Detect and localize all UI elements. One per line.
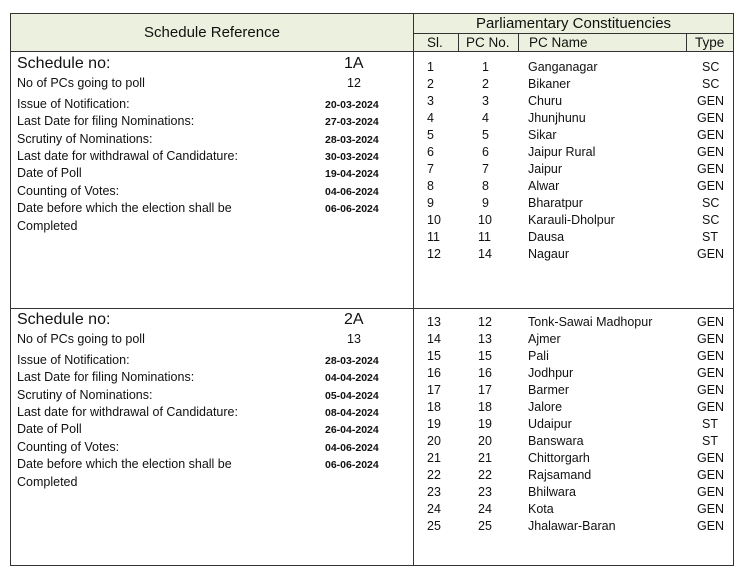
row-pc-no: 21: [478, 451, 492, 465]
row-type: SC: [702, 196, 720, 210]
row-sl: 2: [427, 77, 434, 91]
row-sl: 1: [427, 60, 434, 74]
table-row: [414, 366, 733, 383]
row-pc-name: Nagaur: [528, 247, 569, 261]
row-pc-name: Karauli-Dholpur: [528, 213, 615, 227]
row-pc-name: Bharatpur: [528, 196, 583, 210]
event-label: Date of Poll: [17, 166, 82, 180]
pcs-count: 12: [347, 76, 361, 90]
row-pc-no: 23: [478, 485, 492, 499]
row-pc-no: 2: [482, 77, 489, 91]
table-row: [414, 400, 733, 417]
row-sl: 7: [427, 162, 434, 176]
row-pc-no: 19: [478, 417, 492, 431]
row-pc-name: Barmer: [528, 383, 569, 397]
row-pc-name: Chittorgarh: [528, 451, 590, 465]
row-type: GEN: [697, 94, 725, 108]
row-pc-no: 22: [478, 468, 492, 482]
row-pc-name: Alwar: [528, 179, 560, 193]
table-row: [414, 77, 733, 94]
row-pc-no: 10: [478, 213, 492, 227]
col-header-type: Type: [686, 34, 733, 51]
row-type: GEN: [697, 145, 725, 159]
row-pc-name: Jhalawar-Baran: [528, 519, 616, 533]
row-type: GEN: [697, 383, 725, 397]
row-pc-no: 14: [478, 247, 492, 261]
row-sl: 16: [427, 366, 441, 380]
row-pc-name: Jaipur Rural: [528, 145, 596, 159]
row-type: SC: [702, 60, 720, 74]
row-type: GEN: [697, 349, 725, 363]
row-pc-name: Rajsamand: [528, 468, 592, 482]
table-row: [414, 502, 733, 519]
row-sl: 24: [427, 502, 441, 516]
row-pc-name: Bhilwara: [528, 485, 576, 499]
row-type: ST: [702, 230, 718, 244]
table-row: [414, 519, 733, 536]
row-pc-no: 3: [482, 94, 489, 108]
row-sl: 6: [427, 145, 434, 159]
row-type: ST: [702, 417, 718, 431]
event-date: 06-06-2024: [325, 203, 379, 215]
row-pc-no: 1: [482, 60, 489, 74]
event-label: Last date for withdrawal of Candidature:: [17, 149, 238, 163]
row-sl: 23: [427, 485, 441, 499]
event-date: 20-03-2024: [325, 99, 379, 111]
schedule-label: Schedule no:: [17, 55, 111, 72]
row-type: SC: [702, 77, 720, 91]
row-sl: 8: [427, 179, 434, 193]
event-label: Date of Poll: [17, 422, 82, 436]
row-pc-name: Udaipur: [528, 417, 572, 431]
row-type: GEN: [697, 451, 725, 465]
row-pc-no: 12: [478, 315, 492, 329]
constituencies-header: [414, 14, 733, 52]
table-row: [414, 111, 733, 128]
row-pc-name: Dausa: [528, 230, 565, 244]
table-row: [414, 128, 733, 145]
row-pc-no: 5: [482, 128, 489, 142]
schedule-number: 2A: [344, 311, 364, 328]
row-sl: 5: [427, 128, 434, 142]
table-row: [414, 349, 733, 366]
event-date: 04-06-2024: [325, 442, 379, 454]
pcs-count: 13: [347, 332, 361, 346]
row-type: GEN: [697, 519, 725, 533]
row-type: GEN: [697, 128, 725, 142]
table-row: [414, 332, 733, 349]
row-pc-name: Bikaner: [528, 77, 571, 91]
row-pc-name: Jhunjhunu: [528, 111, 586, 125]
row-pc-no: 7: [482, 162, 489, 176]
row-pc-name: Jaipur: [528, 162, 563, 176]
row-pc-no: 6: [482, 145, 489, 159]
completed-label: Completed: [17, 219, 78, 233]
column-headers: [414, 33, 733, 51]
event-label: Last Date for filing Nominations:: [17, 114, 195, 128]
event-label: Counting of Votes:: [17, 184, 120, 198]
table-row: [414, 451, 733, 468]
row-sl: 13: [427, 315, 441, 329]
event-label: Scrutiny of Nominations:: [17, 388, 153, 402]
row-type: GEN: [697, 315, 725, 329]
row-sl: 10: [427, 213, 441, 227]
event-label: Last date for withdrawal of Candidature:: [17, 405, 238, 419]
row-sl: 14: [427, 332, 441, 346]
row-type: GEN: [697, 332, 725, 346]
row-pc-no: 20: [478, 434, 492, 448]
table-row: [414, 434, 733, 451]
row-sl: 21: [427, 451, 441, 465]
row-pc-name: Kota: [528, 502, 554, 516]
event-date: 27-03-2024: [325, 116, 379, 128]
row-pc-no: 8: [482, 179, 489, 193]
row-sl: 12: [427, 247, 441, 261]
row-pc-name: Jalore: [528, 400, 563, 414]
row-type: GEN: [697, 247, 725, 261]
pcs-label: No of PCs going to poll: [17, 332, 145, 346]
row-pc-no: 11: [478, 230, 491, 244]
event-date: 04-06-2024: [325, 186, 379, 198]
table-row: [414, 468, 733, 485]
row-type: GEN: [697, 366, 725, 380]
row-type: SC: [702, 213, 720, 227]
schedule-number: 1A: [344, 55, 364, 72]
table-row: [414, 417, 733, 434]
table-row: [414, 179, 733, 196]
table-row: [414, 196, 733, 213]
constituencies-title: Parliamentary Constituencies: [475, 15, 672, 32]
row-type: GEN: [697, 485, 725, 499]
event-date: 30-03-2024: [325, 151, 379, 163]
row-pc-no: 17: [478, 383, 492, 397]
event-label: Counting of Votes:: [17, 440, 120, 454]
row-type: GEN: [697, 468, 725, 482]
event-date: 28-03-2024: [325, 355, 379, 367]
row-sl: 15: [427, 349, 441, 363]
table-row: [414, 247, 733, 264]
event-label: Issue of Notification:: [17, 353, 130, 367]
row-sl: 18: [427, 400, 441, 414]
row-sl: 25: [427, 519, 441, 533]
event-label: Last Date for filing Nominations:: [17, 370, 195, 384]
row-type: GEN: [697, 162, 725, 176]
table-row: [414, 60, 733, 77]
table-row: [414, 315, 733, 332]
event-label: Scrutiny of Nominations:: [17, 132, 153, 146]
row-pc-name: Tonk-Sawai Madhopur: [528, 315, 653, 329]
row-sl: 17: [427, 383, 441, 397]
event-date: 05-04-2024: [325, 390, 379, 402]
col-header-sl: Sl.: [427, 35, 443, 50]
row-divider: [10, 308, 734, 309]
event-date: 19-04-2024: [325, 168, 379, 180]
row-pc-name: Churu: [528, 94, 563, 108]
row-pc-no: 15: [478, 349, 492, 363]
event-date: 26-04-2024: [325, 424, 379, 436]
row-type: GEN: [697, 111, 725, 125]
event-date: 06-06-2024: [325, 459, 379, 471]
row-sl: 3: [427, 94, 434, 108]
completed-label: Completed: [17, 475, 78, 489]
row-pc-name: Pali: [528, 349, 549, 363]
row-sl: 9: [427, 196, 434, 210]
table-row: [414, 145, 733, 162]
table-row: [414, 162, 733, 179]
row-pc-no: 16: [478, 366, 492, 380]
schedule-reference-title: Schedule Reference: [144, 24, 280, 41]
table-row: [414, 485, 733, 502]
row-pc-no: 4: [482, 111, 489, 125]
row-pc-name: Jodhpur: [528, 366, 574, 380]
row-pc-name: Banswara: [528, 434, 584, 448]
row-type: GEN: [697, 400, 725, 414]
table-row: [414, 383, 733, 400]
col-header-pc-no: PC No.: [458, 34, 518, 51]
row-pc-name: Ajmer: [528, 332, 561, 346]
event-label: Issue of Notification:: [17, 97, 130, 111]
row-type: GEN: [697, 502, 725, 516]
row-pc-no: 25: [478, 519, 492, 533]
table-row: [414, 94, 733, 111]
row-pc-no: 9: [482, 196, 489, 210]
row-pc-name: Ganganagar: [528, 60, 598, 74]
row-pc-name: Sikar: [528, 128, 557, 142]
event-date: 28-03-2024: [325, 134, 379, 146]
schedule-label: Schedule no:: [17, 311, 111, 328]
row-pc-no: 18: [478, 400, 492, 414]
row-sl: 19: [427, 417, 441, 431]
row-pc-no: 24: [478, 502, 492, 516]
table-row: [414, 230, 733, 247]
col-header-pc-name: PC Name: [518, 34, 686, 51]
pcs-label: No of PCs going to poll: [17, 76, 145, 90]
row-type: GEN: [697, 179, 725, 193]
event-label: Date before which the election shall be: [17, 457, 232, 471]
row-sl: 20: [427, 434, 441, 448]
row-pc-no: 13: [478, 332, 492, 346]
event-label: Date before which the election shall be: [17, 201, 232, 215]
row-sl: 11: [427, 230, 440, 244]
schedule-reference-header: [11, 14, 413, 52]
row-type: ST: [702, 434, 718, 448]
row-sl: 22: [427, 468, 441, 482]
event-date: 04-04-2024: [325, 372, 379, 384]
row-sl: 4: [427, 111, 434, 125]
table-row: [414, 213, 733, 230]
event-date: 08-04-2024: [325, 407, 379, 419]
